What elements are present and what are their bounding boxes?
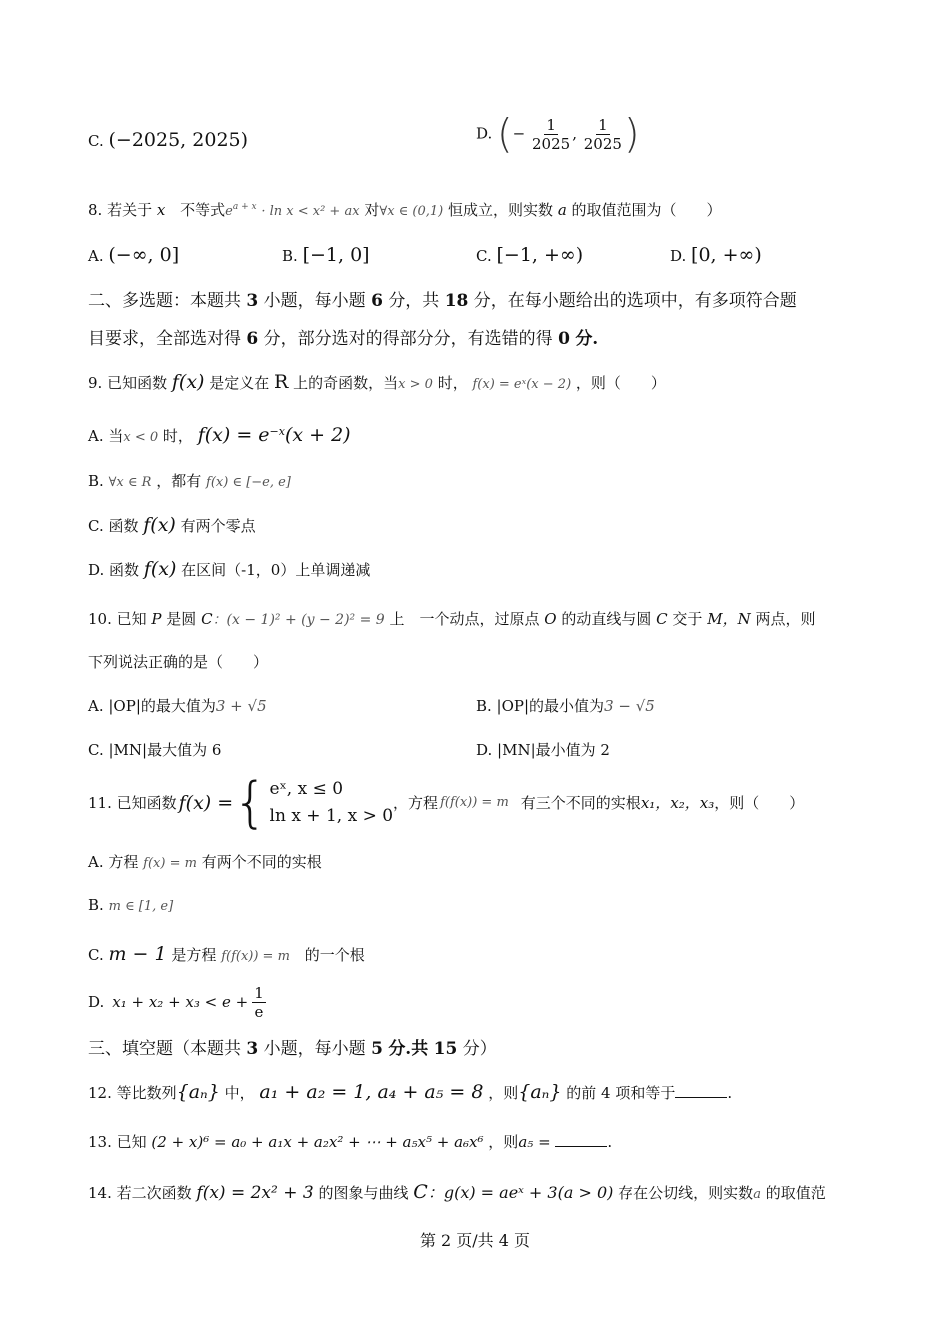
- fraction: $\frac{1}{2025}$: [532, 116, 571, 153]
- question-12: 12. 等比数列{aₙ} 中， a₁ + a₂ = 1, a₄ + a₅ = 8 ，则{aₙ} 的前 4 项和等于 .: [88, 1081, 733, 1103]
- question-14: 14. 若二次函数 f(x) = 2x² + 3 的图象与曲线 C：g(x) = aeˣ + 3(a > 0) 存在公切线，则实数a 的取值范: [88, 1181, 826, 1203]
- section-3-heading: 三、填空题（本题共 3 小题，每小题 5 分.共 15 分）: [88, 1039, 497, 1059]
- answer-blank: [555, 1132, 607, 1147]
- option-label: C.: [88, 132, 104, 150]
- question-9: 9. 已知函数 f(x) 是定义在 R 上的奇函数，当x > 0 时， f(x) = eˣ(x − 2) ，则（ ）: [88, 371, 666, 393]
- q8-option-b: B. [−1, 0]: [282, 244, 370, 266]
- q10-option-d: D. |MN|最小值为 2: [476, 741, 610, 759]
- section-2-heading-cont: 目要求，全部选对得 6 分，部分选对的得部分分，有选错的得 0 分.: [88, 329, 599, 349]
- question-8: 8. 若关于 x 不等式$e^{a + x} \cdot \ln x < x^2$ + ax 对∀x ∈ (0,1) 恒成立，则实数 a 的取值范围为（ ）: [88, 201, 722, 219]
- q8-option-d: D. [0, +∞): [670, 244, 762, 266]
- piecewise: { eˣ, x ≤ 0 ln x + 1, x > 0: [233, 771, 394, 834]
- q9-option-c: C. 函数 f(x) 有两个零点: [88, 514, 256, 536]
- page-footer: 第 2 页/共 4 页: [419, 1231, 531, 1250]
- question-11: 11. 已知函数 f(x) = { eˣ, x ≤ 0 ln x + 1, x > 0 ，方程 f(f(x)) = m 有三个不同的实根 x₁，x₂，x₃ ，则（ ）: [88, 771, 805, 834]
- q10-option-a: A. |OP|的最大值为3 + √5: [88, 697, 267, 715]
- fraction: $\frac{1}{2025}$: [583, 116, 622, 153]
- q9-option-b: B. ∀x ∈ R ，都有 f(x) ∈ [−e, e]: [88, 472, 291, 490]
- q7-option-d: D. (− $\frac{1}{2025}$ , $\frac{1}{2025}$ ): [476, 111, 640, 158]
- q9-option-d: D. 函数 f(x) 在区间（-1，0）上单调递减: [88, 558, 371, 580]
- q11-option-c: C. m − 1 是方程 f(f(x)) = m 的一个根: [88, 943, 365, 965]
- q7-option-c: [88, 128, 248, 153]
- question-10-cont: 下列说法正确的是（ ）: [88, 653, 269, 671]
- q8-option-c: C. [−1, +∞): [476, 244, 584, 266]
- answer-blank: [675, 1083, 727, 1098]
- q10-option-c: C. |MN|最大值为 6: [88, 741, 222, 759]
- q8-option-a: A. (−∞, 0]: [88, 244, 180, 266]
- q9-option-a: A. 当x < 0 时， $f(x) = e^{-x}(x + 2)$: [88, 424, 351, 446]
- fraction: $\frac{1}{e}$: [254, 983, 264, 1021]
- q11-option-d: D. x₁ + x₂ + x₃ < e + $\frac{1}{e}$: [88, 983, 264, 1021]
- q11-option-a: A. 方程 f(x) = m 有两个不同的实根: [88, 853, 322, 871]
- option-value: (−2025, 2025): [108, 129, 249, 151]
- section-2-heading: 二、多选题：本题共 3 小题，每小题 6 分，共 18 分，在每小题给出的选项中，有多项符合题: [88, 291, 797, 311]
- option-label: D.: [476, 124, 493, 143]
- question-13: 13. 已知 (2 + x)⁶ = a₀ + a₁x + a₂x² + ⋯ + a₅x⁵ + a₆x⁶ ，则a₅ = .: [88, 1133, 613, 1151]
- q10-option-b: B. |OP|的最小值为3 − √5: [476, 697, 655, 715]
- question-10: 10. 已知 P 是圆 C：(x − 1)² + (y − 2)² = 9 上 一个动点，过原点 O 的动直线与圆 C 交于 M，N 两点，则: [88, 610, 816, 628]
- q11-option-b: B. m ∈ [1, e]: [88, 896, 174, 914]
